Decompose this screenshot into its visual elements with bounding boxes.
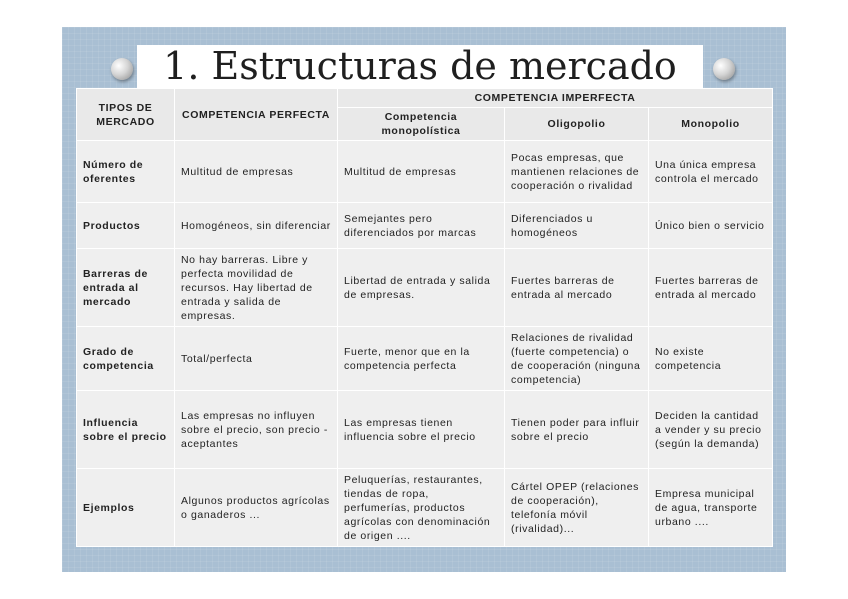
table-row [77,327,773,391]
header-monopolistica: Competencia monopolística [338,108,505,141]
table-row [77,249,773,327]
cell-monopolio: Fuertes barreras de entrada al mercado [649,249,773,327]
slide-title: 1. Estructuras de mercado [163,44,677,88]
cell-monopolio: Una única empresa controla el mercado [649,141,773,203]
pushpin-right-icon [713,58,735,80]
cell-monopolio: No existe competencia [649,327,773,391]
cell-oligopolio: Fuertes barreras de entrada al mercado [505,249,649,327]
cell-perfecta: Homogéneos, sin diferenciar [175,203,338,249]
cell-oligopolio: Cártel OPEP (relaciones de cooperación), telefonía móvil (rivalidad)... [505,469,649,547]
cell-monopolistica: Semejantes pero diferenciados por marcas [338,203,505,249]
cell-oligopolio: Tienen poder para influir sobre el precio [505,391,649,469]
row-label: Productos [77,203,175,249]
pushpin-left-icon [111,58,133,80]
row-label: Grado de competencia [77,327,175,391]
cell-monopolistica: Libertad de entrada y salida de empresas. [338,249,505,327]
cell-monopolistica: Las empresas tienen influencia sobre el precio [338,391,505,469]
cell-perfecta: No hay barreras. Libre y perfecta movilidad de recursos. Hay libertad de entrada y salida de empresas. [175,249,338,327]
row-label: Influencia sobre el precio [77,391,175,469]
cell-oligopolio: Relaciones de rivalidad (fuerte competencia) o de cooperación (ninguna competencia) [505,327,649,391]
cell-perfecta: Multitud de empresas [175,141,338,203]
row-label: Barreras de entrada al mercado [77,249,175,327]
cell-perfecta: Las empresas no influyen sobre el precio, son precio - aceptantes [175,391,338,469]
cell-monopolio: Empresa municipal de agua, transporte urbano .... [649,469,773,547]
cell-oligopolio: Pocas empresas, que mantienen relaciones de cooperación o rivalidad [505,141,649,203]
header-competencia-perfecta: COMPETENCIA PERFECTA [175,89,338,141]
cell-monopolio: Único bien o servicio [649,203,773,249]
header-tipos: TIPOS DE MERCADO [77,89,175,141]
row-label: Ejemplos [77,469,175,547]
market-structures-table [76,88,773,547]
row-label: Número de oferentes [77,141,175,203]
header-monopolio: Monopolio [649,108,773,141]
cell-perfecta: Total/perfecta [175,327,338,391]
cell-monopolistica: Peluquerías, restaurantes, tiendas de ropa, perfumerías, productos agrícolas con denominación de origen .... [338,469,505,547]
header-oligopolio: Oligopolio [505,108,649,141]
table-row [77,141,773,203]
header-row-1 [77,89,773,108]
cell-monopolistica: Fuerte, menor que en la competencia perfecta [338,327,505,391]
cell-monopolistica: Multitud de empresas [338,141,505,203]
table-row [77,391,773,469]
table-row [77,469,773,547]
cell-oligopolio: Diferenciados u homogéneos [505,203,649,249]
header-competencia-imperfecta: COMPETENCIA IMPERFECTA [338,89,773,108]
cell-perfecta: Algunos productos agrícolas o ganaderos ... [175,469,338,547]
table-row [77,203,773,249]
cell-monopolio: Deciden la cantidad a vender y su precio (según la demanda) [649,391,773,469]
